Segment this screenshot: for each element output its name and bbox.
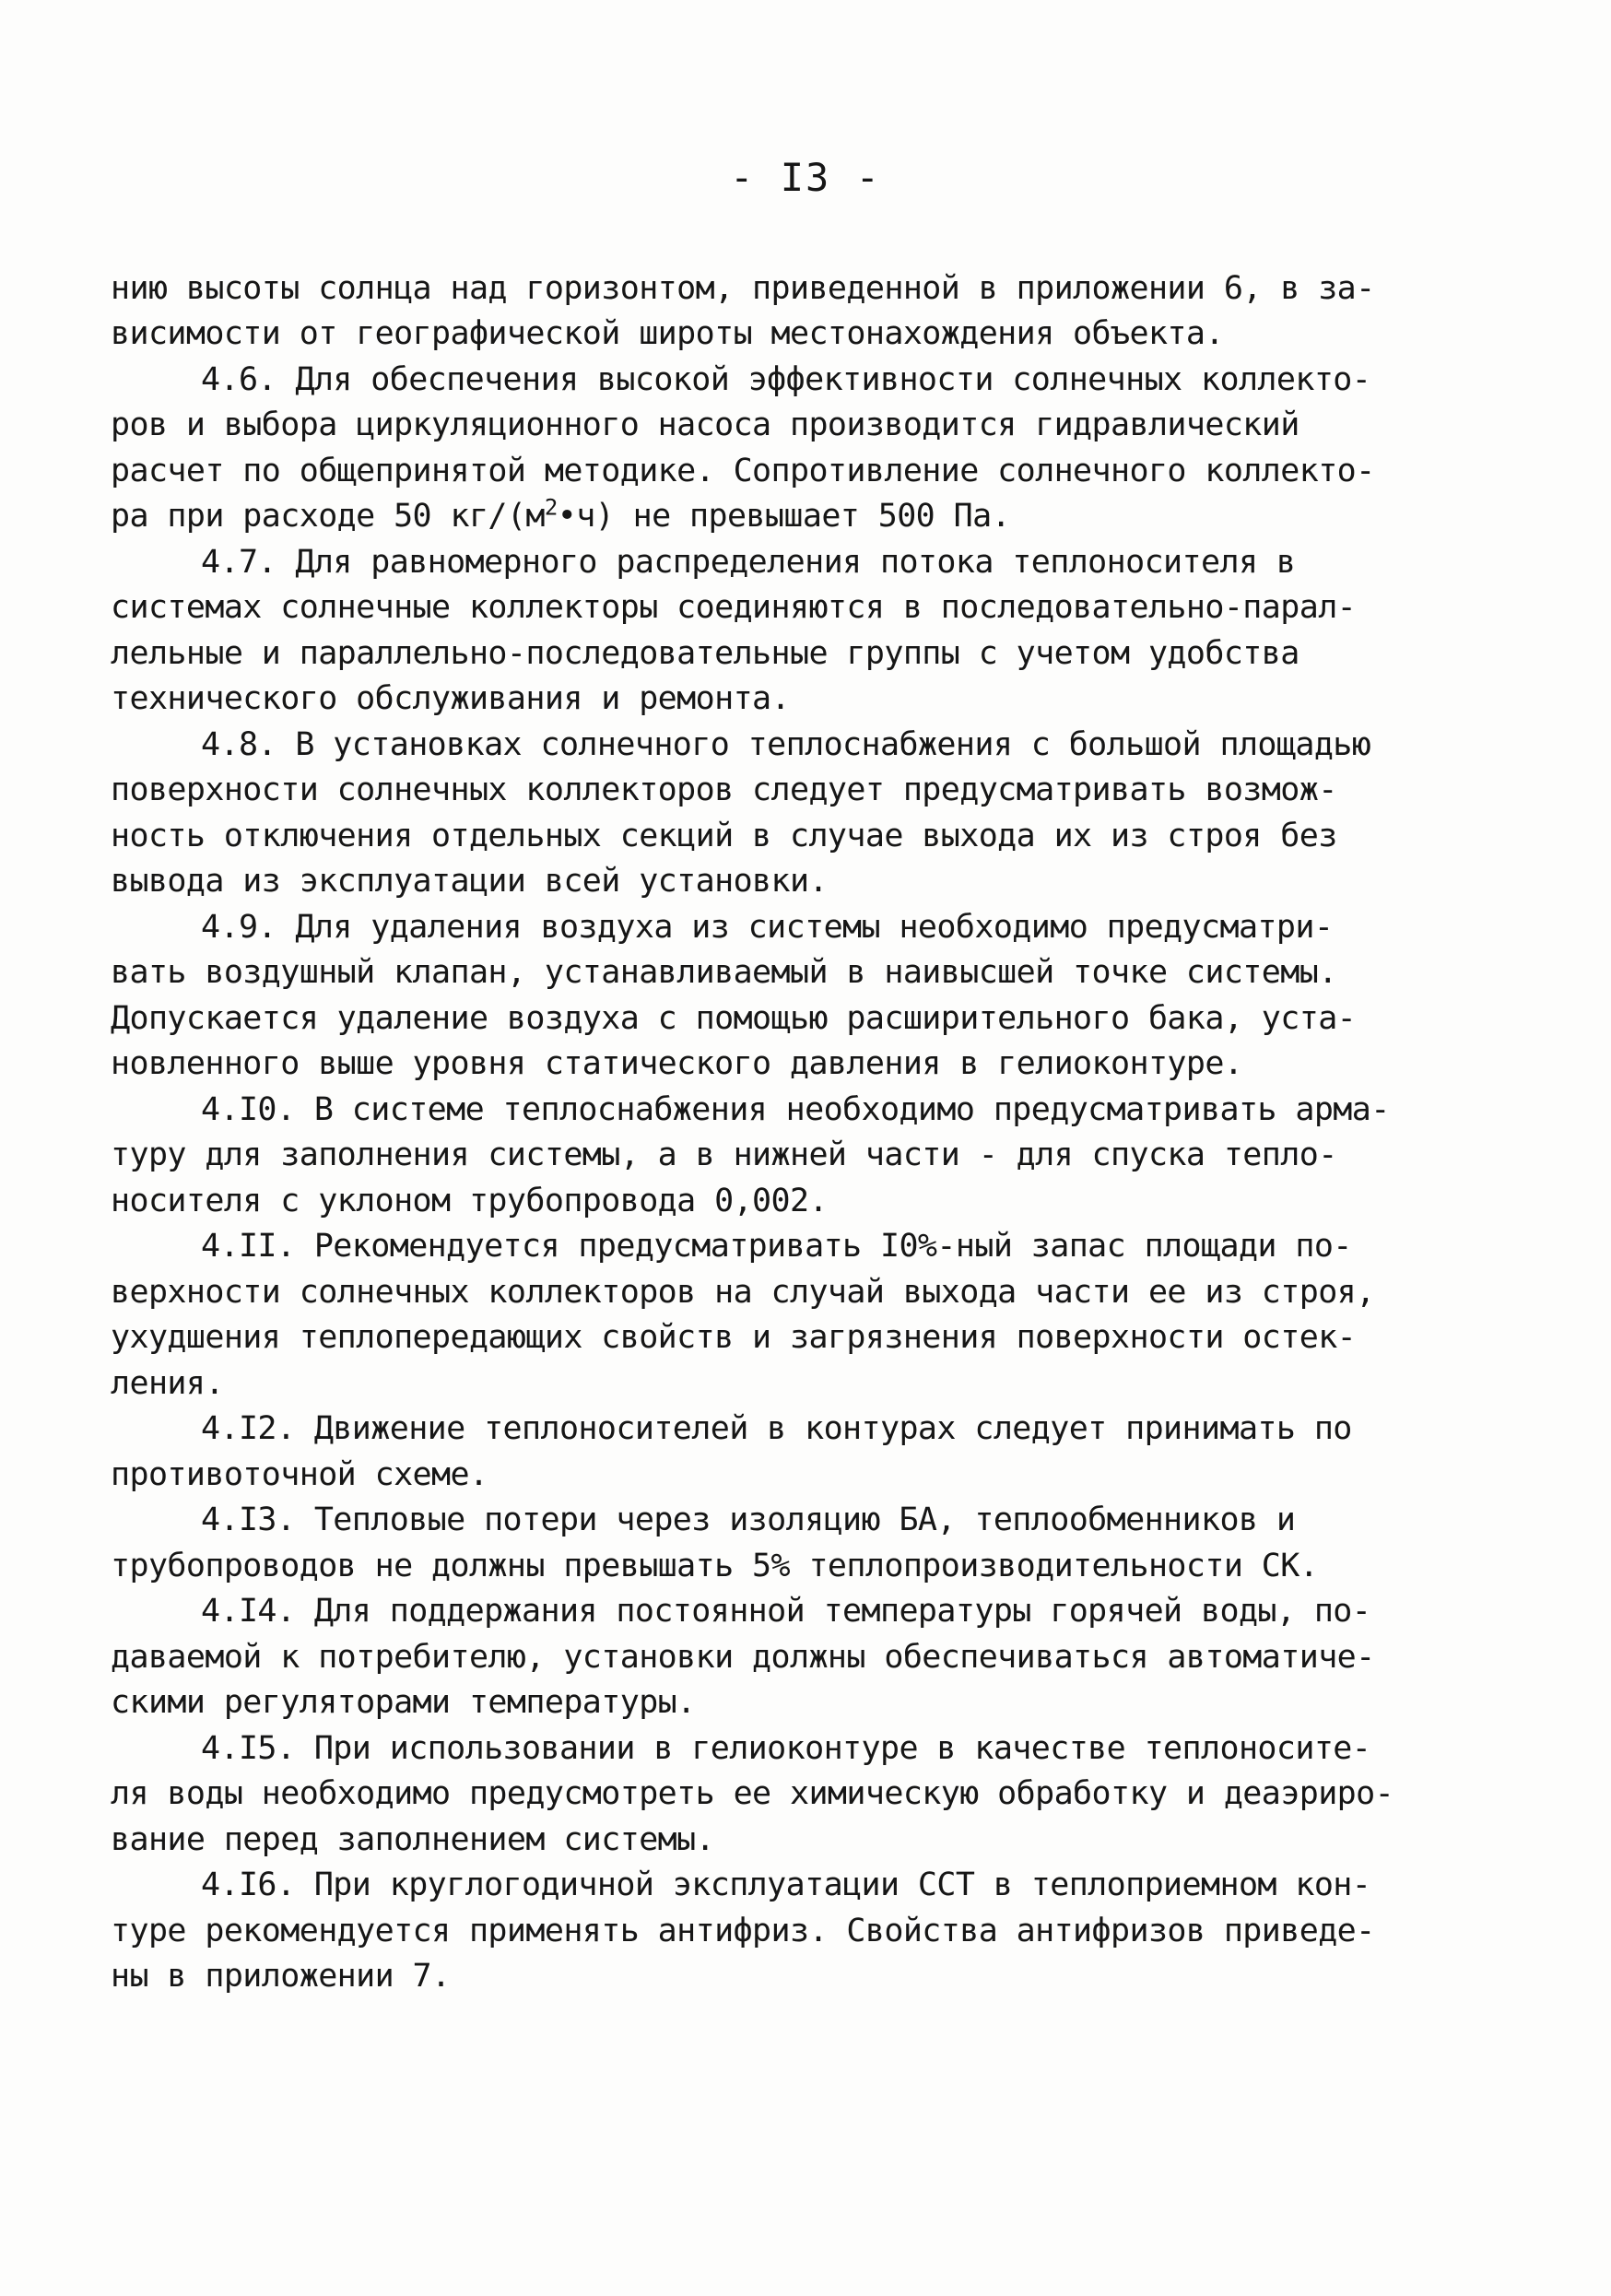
text-line: скими регуляторами температуры. — [111, 1684, 696, 1721]
text-line: лельные и параллельно-последовательные группы с учетом удобства — [111, 635, 1299, 672]
page-number: - I3 - — [730, 155, 881, 200]
text-line: верхности солнечных коллекторов на случай выхода части ее из строя, — [111, 1274, 1375, 1311]
text-fragment: •ч) не превышает 500 Па. — [557, 498, 1011, 535]
text-line: туру для заполнения системы, а в нижней части - для спуска тепло- — [111, 1136, 1337, 1173]
text-fragment: ра при расходе 50 кг/(м — [111, 498, 545, 535]
text-line: расчет по общепринятой методике. Сопротивление солнечного коллекто- — [111, 453, 1375, 489]
text-line: трубопроводов не должны превышать 5% теплопроизводительности СК. — [111, 1548, 1319, 1584]
text-line: 4.I0. В системе теплоснабжения необходимо предусматривать арма- — [201, 1091, 1390, 1128]
text-line: ров и выбора циркуляционного насоса производится гидравлический — [111, 406, 1299, 443]
text-line: вать воздушный клапан, устанавливаемый в наивысшей точке системы. — [111, 954, 1337, 991]
text-line: ны в приложении 7. — [111, 1958, 451, 1995]
text-line: носителя с уклоном трубопровода 0,002. — [111, 1183, 828, 1219]
text-line: даваемой к потребителю, установки должны обеспечиваться автоматиче- — [111, 1639, 1375, 1676]
text-line: 4.9. Для удаления воздуха из системы необходимо предусматри- — [201, 909, 1334, 946]
text-line: 4.I6. При круглогодичной эксплуатации ССТ в теплоприемном кон- — [201, 1866, 1371, 1903]
text-line: 4.I3. Тепловые потери через изоляцию БА, теплообменников и — [201, 1501, 1296, 1538]
text-line: противоточной схеме. — [111, 1456, 488, 1493]
text-line — [111, 494, 1011, 535]
text-line: 4.6. Для обеспечения высокой эффективности солнечных коллекто- — [201, 361, 1371, 398]
text-line: 4.I4. Для поддержания постоянной температуры горячей воды, по- — [201, 1593, 1371, 1630]
text-line: системах солнечные коллекторы соединяются в последовательно-парал- — [111, 589, 1357, 626]
text-line: поверхности солнечных коллекторов следует предусматривать возмож- — [111, 771, 1337, 808]
text-line: Допускается удаление воздуха с помощью расширительного бака, уста- — [111, 1000, 1357, 1037]
text-line: 4.8. В установках солнечного теплоснабжения с большой площадью — [201, 726, 1371, 763]
text-line: технического обслуживания и ремонта. — [111, 680, 790, 717]
superscript: 2 — [544, 494, 558, 521]
text-line: 4.II. Рекомендуется предусматривать I0%-ный запас площади по- — [201, 1228, 1352, 1265]
text-line: ления. — [111, 1365, 224, 1402]
text-line: 4.7. Для равномерного распределения потока теплоносителя в — [201, 544, 1296, 581]
text-line: туре рекомендуется применять антифриз. Свойства антифризов приведе- — [111, 1913, 1375, 1949]
text-line: 4.I5. При использовании в гелиоконтуре в качестве теплоносите- — [201, 1730, 1371, 1767]
text-line: ля воды необходимо предусмотреть ее химическую обработку и деаэриро- — [111, 1775, 1394, 1812]
text-line: 4.I2. Движение теплоносителей в контурах следует принимать по — [201, 1410, 1352, 1447]
text-line: висимости от географической широты местонахождения объекта. — [111, 315, 1224, 352]
text-line: ность отключения отдельных секций в случае выхода их из строя без — [111, 818, 1337, 854]
text-line: вывода из эксплуатации всей установки. — [111, 863, 828, 900]
text-line: новленного выше уровня статического давления в гелиоконтуре. — [111, 1045, 1243, 1082]
text-line: нию высоты солнца над горизонтом, приведенной в приложении 6, в за- — [111, 270, 1375, 307]
text-line: ухудшения теплопередающих свойств и загрязнения поверхности остек- — [111, 1319, 1357, 1356]
text-line: вание перед заполнением системы. — [111, 1821, 715, 1858]
